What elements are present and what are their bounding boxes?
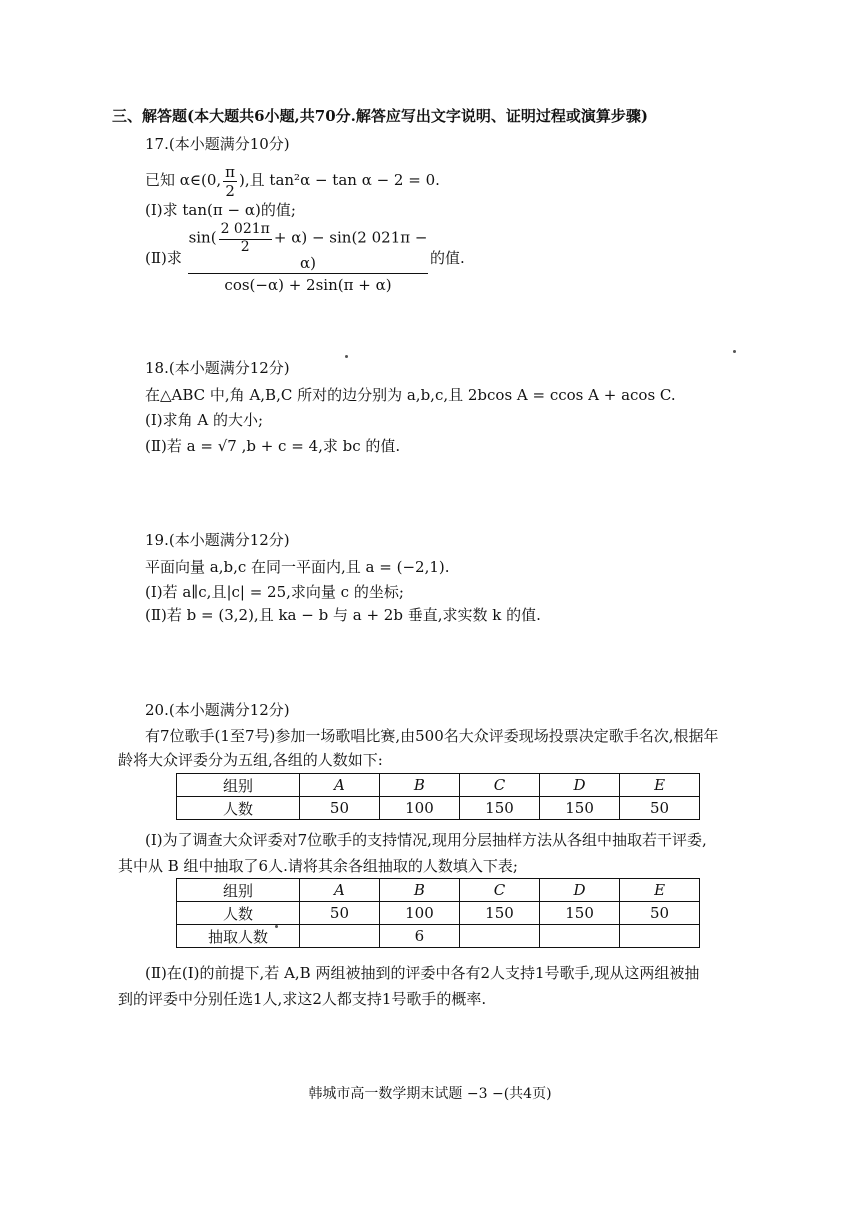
table-cell	[459, 925, 539, 948]
q19-part1: (Ⅰ)若 a∥c,且|c| = 25,求向量 c 的坐标;	[145, 583, 404, 601]
table-cell: D	[540, 774, 620, 797]
q17-part2-inner-num: 2 021π	[219, 222, 272, 240]
table-cell: 人数	[177, 797, 300, 820]
q17-part2-inner-den: 2	[240, 239, 250, 255]
table-cell: 人数	[177, 902, 300, 925]
q19-stem: 平面向量 a,b,c 在同一平面内,且 a = (−2,1).	[145, 558, 450, 576]
table2-row-sampled	[177, 925, 700, 948]
table-cell: B	[379, 774, 459, 797]
table-cell: E	[620, 774, 700, 797]
q17-stem	[145, 160, 440, 200]
q17-stem-pre: 已知 α∈(0,	[145, 171, 222, 189]
q17-header: 17.(本小题满分10分)	[145, 135, 290, 153]
table-cell: 150	[459, 902, 539, 925]
table-cell: 100	[379, 902, 459, 925]
section-title: 三、解答题(本大题共6小题,共70分.解答应写出文字说明、证明过程或演算步骤)	[112, 107, 648, 125]
q17-part2-num-pre: sin(	[188, 228, 217, 247]
table2-row-count	[177, 902, 700, 925]
table-cell	[300, 925, 380, 948]
q17-part2-prefix: (Ⅱ)求	[145, 249, 182, 267]
scan-speck	[733, 350, 736, 353]
table-cell: 组别	[177, 879, 300, 902]
q20-table1	[176, 773, 700, 820]
table-cell	[620, 925, 700, 948]
q20-part2-line1: (Ⅱ)在(Ⅰ)的前提下,若 A,B 两组被抽到的评委中各有2人支持1号歌手,现从这两组被抽	[145, 964, 700, 982]
q17-part1: (Ⅰ)求 tan(π − α)的值;	[145, 201, 296, 219]
q17-part2-num-post: + α) − sin(2 021π − α)	[273, 228, 428, 272]
q20-part1-line2: 其中从 B 组中抽取了6人.请将其余各组抽取的人数填入下表;	[118, 857, 518, 875]
q17-stem-fraction	[223, 163, 237, 200]
table1-row-count	[177, 797, 700, 820]
table-cell: 50	[300, 902, 380, 925]
table-cell: C	[459, 774, 539, 797]
table-cell: D	[540, 879, 620, 902]
scan-speck	[275, 925, 278, 928]
q19-part2: (Ⅱ)若 b = (3,2),且 ka − b 与 a + 2b 垂直,求实数 k 的值.	[145, 606, 541, 624]
q17-part2-denominator: cos(−α) + 2sin(π + α)	[224, 276, 392, 294]
scan-speck	[345, 355, 348, 358]
q18-part1: (Ⅰ)求角 A 的大小;	[145, 411, 264, 429]
table-cell: A	[300, 774, 380, 797]
q20-part1-line1: (Ⅰ)为了调查大众评委对7位歌手的支持情况,现用分层抽样方法从各组中抽取若干评委,	[145, 831, 707, 849]
table-cell: 抽取人数	[177, 925, 300, 948]
q17-part2-fraction	[188, 222, 428, 296]
table-cell: 150	[459, 797, 539, 820]
table1-row-group	[177, 774, 700, 797]
q20-header: 20.(本小题满分12分)	[145, 701, 290, 719]
q20-stem-line1: 有7位歌手(1至7号)参加一场歌唱比赛,由500名大众评委现场投票决定歌手名次,根据年	[145, 727, 719, 745]
table-cell: 50	[620, 797, 700, 820]
q20-table2	[176, 878, 700, 948]
q18-stem: 在△ABC 中,角 A,B,C 所对的边分别为 a,b,c,且 2bcos A = ccos A + acos C.	[145, 386, 676, 404]
q17-stem-post: ),且 tan²α − tan α − 2 = 0.	[239, 171, 440, 189]
q20-part2-line2: 到的评委中分别任选1人,求这2人都支持1号歌手的概率.	[118, 990, 487, 1008]
table-cell: 150	[540, 902, 620, 925]
q18-header: 18.(本小题满分12分)	[145, 359, 290, 377]
q17-stem-frac-den: 2	[225, 181, 235, 200]
table-cell: A	[300, 879, 380, 902]
q19-header: 19.(本小题满分12分)	[145, 531, 290, 549]
table-cell: 150	[540, 797, 620, 820]
table-cell: 50	[300, 797, 380, 820]
table-cell: C	[459, 879, 539, 902]
table-cell	[540, 925, 620, 948]
q17-part2-inner-fraction	[219, 222, 272, 255]
table-cell: 6	[379, 925, 459, 948]
q18-part2: (Ⅱ)若 a = √7 ,b + c = 4,求 bc 的值.	[145, 437, 401, 455]
q17-part2-numerator	[188, 222, 428, 274]
q20-stem-line2: 龄将大众评委分为五组,各组的人数如下:	[118, 751, 383, 769]
table-cell: 50	[620, 902, 700, 925]
q17-part2-suffix: 的值.	[430, 249, 465, 267]
table-cell: 100	[379, 797, 459, 820]
table-cell: E	[620, 879, 700, 902]
page-footer: 韩城市高一数学期末试题 −3 −(共4页)	[308, 1086, 552, 1102]
q17-stem-frac-num: π	[225, 162, 236, 181]
table-cell: 组别	[177, 774, 300, 797]
table-cell: B	[379, 879, 459, 902]
table2-row-group	[177, 879, 700, 902]
